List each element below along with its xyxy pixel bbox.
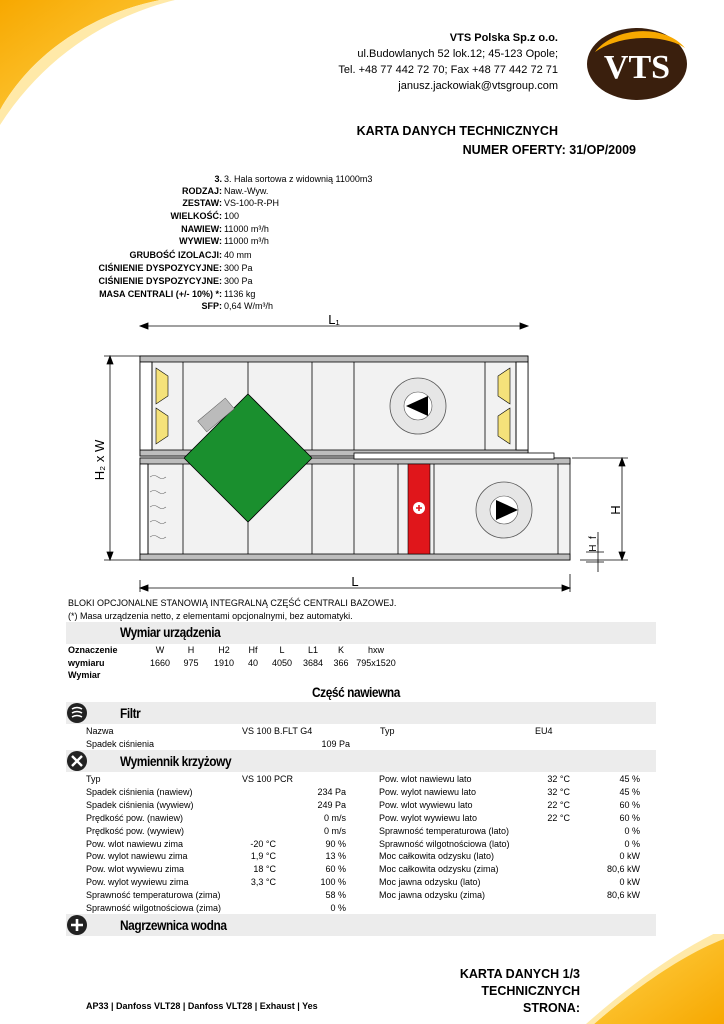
- param-key: SFP:: [201, 301, 222, 311]
- dim-label-hf: H_f: [588, 536, 599, 552]
- cross-exchanger-icon: [66, 750, 88, 772]
- exchanger-label: Moc jawna odzysku (lato): [379, 877, 481, 888]
- dim-label-h: H: [608, 505, 623, 515]
- dim-header: W: [155, 645, 165, 655]
- filter-label: Spadek ciśnienia: [86, 739, 155, 749]
- exchanger-value: 249 Pa: [317, 799, 346, 810]
- footer-page-label: STRONA:: [523, 1001, 580, 1015]
- exchanger-value: 0 m/s: [323, 825, 346, 836]
- exchanger-value: 18 °C: [253, 864, 276, 875]
- param-key: NAWIEW:: [181, 224, 222, 234]
- exchanger-label: Pow. wlot wywiewu lato: [379, 799, 473, 810]
- dim-value: 366: [333, 658, 349, 668]
- company-email[interactable]: janusz.jackowiak@vtsgroup.com: [398, 80, 558, 92]
- exchanger-value: 0 kW: [619, 851, 640, 862]
- filter-label: Typ: [380, 726, 395, 736]
- dim-value: 1660: [149, 658, 171, 668]
- exchanger-label: Pow. wlot nawiewu lato: [379, 774, 472, 784]
- param-value: 300 Pa: [224, 263, 253, 273]
- exchanger-label: Sprawność temperaturowa (zima): [86, 890, 221, 901]
- note-mass: (*) Masa urządzenia netto, z elementami opcjonalnymi, bez automatyki.: [68, 611, 353, 621]
- param-value: Naw.-Wyw.: [224, 186, 269, 196]
- exchanger-label: Prędkość pow. (wywiew): [86, 825, 185, 836]
- exchanger-value: 45 %: [619, 774, 640, 784]
- dim-label-l: L: [351, 574, 359, 589]
- exchanger-value: 0 %: [624, 825, 640, 836]
- company-info: [258, 30, 558, 94]
- dim-value: 795x1520: [356, 658, 396, 668]
- exchanger-label: Pow. wlot wywiewu zima: [86, 864, 185, 875]
- dim-value: 4050: [271, 658, 293, 668]
- exchanger-value: 0 m/s: [323, 812, 346, 823]
- exchanger-value: 58 %: [325, 890, 346, 901]
- param-value: 40 mm: [224, 250, 252, 260]
- unit-drawing: [90, 312, 650, 594]
- supply-section-title: Część nawiewna: [312, 684, 400, 700]
- param-key: GRUBOŚĆ IZOLACJI:: [129, 250, 222, 260]
- bottom-right-swoosh: [574, 934, 724, 1024]
- param-value: 300 Pa: [224, 276, 253, 286]
- exchanger-label: Typ: [86, 774, 101, 784]
- param-key: ZESTAW:: [182, 198, 222, 208]
- param-key: CIŚNIENIE DYSPOZYCYJNE:: [98, 276, 222, 286]
- exchanger-value: 0 %: [624, 838, 640, 849]
- dim-label-of: wymiaru: [68, 658, 105, 668]
- exchanger-value: 80,6 kW: [606, 864, 640, 875]
- company-name: VTS Polska Sp.z o.o.: [449, 32, 558, 44]
- company-address: ul.Budowlanych 52 lok.12; 45-123 Opole;: [357, 48, 558, 60]
- exchanger-label: Spadek ciśnienia (nawiew): [86, 786, 193, 797]
- exchanger-value: 22 °C: [547, 799, 570, 810]
- exchanger-label: Pow. wylot nawiewu zima: [86, 851, 188, 862]
- param-value: 1136 kg: [224, 289, 256, 299]
- param-key: MASA CENTRALI (+/- 10%) *:: [99, 289, 222, 299]
- param-value: 100: [224, 211, 240, 221]
- exchanger-value: VS 100 PCR: [242, 774, 294, 784]
- dim-header: H: [187, 645, 195, 655]
- param-key: WYWIEW:: [179, 236, 222, 246]
- dim-value: 40: [247, 658, 258, 668]
- dim-label-designation: Oznaczenie: [68, 645, 118, 655]
- dim-header: Hf: [248, 645, 258, 655]
- exchanger-label: Pow. wylot wywiewu zima: [86, 877, 189, 888]
- param-value: VS-100-R-PH: [224, 198, 280, 208]
- dim-header: L: [279, 645, 285, 655]
- exchanger-value: 0 kW: [619, 877, 640, 888]
- dim-header: L1: [307, 645, 318, 655]
- exchanger-value: 13 %: [325, 851, 346, 862]
- param-key: WIELKOŚĆ:: [170, 211, 222, 221]
- filter-label: Nazwa: [86, 726, 114, 736]
- param-value: 0,64 W/m³/h: [224, 301, 274, 311]
- footer-page-info: [380, 966, 580, 1017]
- exchanger-label: Moc całkowita odzysku (zima): [379, 864, 499, 875]
- filter-value: EU4: [535, 726, 553, 736]
- dim-header: hxw: [367, 645, 384, 655]
- offer-number: NUMER OFERTY: 31/OP/2009: [462, 143, 636, 157]
- footer-technical: TECHNICZNYCH: [481, 984, 580, 998]
- heater-plus-icon: [66, 914, 88, 936]
- exchanger-label: Prędkość pow. (nawiew): [86, 812, 184, 823]
- dim-header: K: [337, 645, 344, 655]
- dim-label-dimension: Wymiar: [68, 670, 101, 680]
- param-key: CIŚNIENIE DYSPOZYCYJNE:: [98, 263, 222, 273]
- company-phone: Tel. +48 77 442 72 70; Fax +48 77 442 72 71: [338, 64, 558, 76]
- exchanger-label: Moc jawna odzysku (zima): [379, 890, 486, 901]
- note-optional-blocks: BLOKI OPCJONALNE STANOWIĄ INTEGRALNĄ CZĘŚĆ CENTRALI BAZOWEJ.: [68, 598, 397, 608]
- exchanger-label: Spadek ciśnienia (wywiew): [86, 799, 194, 810]
- filter-header-bar: [66, 702, 656, 724]
- param-key: RODZAJ:: [182, 186, 222, 196]
- exchanger-label: Sprawność temperaturowa (lato): [379, 825, 510, 836]
- dimensions-title: Wymiar urządzenia: [120, 624, 221, 640]
- exchanger-value: 32 °C: [547, 786, 570, 797]
- param-key: 3.: [214, 174, 222, 184]
- exchanger-value: 32 °C: [547, 774, 570, 784]
- filter-value: VS 100 B.FLT G4: [242, 726, 313, 736]
- exchanger-value: 60 %: [619, 799, 640, 810]
- filter-value: 109 Pa: [321, 739, 350, 749]
- exchanger-value: -20 °C: [250, 838, 276, 849]
- dim-value: 975: [183, 658, 199, 668]
- footer-components: AP33 | Danfoss VLT28 | Danfoss VLT28 | Exhaust | Yes: [86, 1001, 318, 1011]
- filter-icon: [66, 702, 88, 724]
- exchanger-value: 80,6 kW: [606, 890, 640, 901]
- logo-text: VTS: [603, 49, 671, 86]
- top-left-swoosh: [0, 0, 200, 150]
- filter-title: Filtr: [120, 705, 141, 721]
- dim-value: 1910: [213, 658, 235, 668]
- page-title: KARTA DANYCH TECHNICZNYCH: [356, 124, 558, 138]
- exchanger-label: Pow. wylot wywiewu lato: [379, 812, 478, 823]
- exchanger-value: 60 %: [619, 812, 640, 823]
- exchanger-value: 90 %: [325, 838, 346, 849]
- exchanger-value: 0 %: [330, 903, 346, 913]
- dim-header: H2: [218, 645, 230, 655]
- heater-title: Nagrzewnica wodna: [120, 917, 227, 933]
- exchanger-label: Sprawność wilgotnościowa (zima): [86, 903, 222, 913]
- dim-value: 3684: [302, 658, 324, 668]
- param-value: 11000 m³/h: [224, 236, 269, 246]
- exchanger-value: 100 %: [320, 877, 346, 888]
- exchanger-title: Wymiennik krzyżowy: [120, 753, 232, 769]
- exchanger-label: Pow. wlot nawiewu zima: [86, 838, 184, 849]
- exchanger-label: Sprawność wilgotnościowa (lato): [379, 838, 510, 849]
- vts-logo: [585, 22, 689, 102]
- exchanger-value: 1,9 °C: [250, 851, 276, 862]
- param-value: 11000 m³/h: [224, 224, 269, 234]
- exchanger-value: 3,3 °C: [250, 877, 276, 888]
- param-value: 3. Hala sortowa z widownią 11000m3: [224, 174, 373, 184]
- dim-label-l1: L₁: [328, 312, 340, 327]
- exchanger-value: 45 %: [619, 786, 640, 797]
- exchanger-label: Pow. wylot nawiewu lato: [379, 786, 477, 797]
- exchanger-value: 60 %: [325, 864, 346, 875]
- exchanger-value: 22 °C: [547, 812, 570, 823]
- exchanger-label: Moc całkowita odzysku (lato): [379, 851, 495, 862]
- footer-card-page: KARTA DANYCH 1/3: [459, 967, 580, 981]
- exchanger-value: 234 Pa: [317, 786, 346, 797]
- dim-label-h2w: H₂ x W: [92, 439, 107, 481]
